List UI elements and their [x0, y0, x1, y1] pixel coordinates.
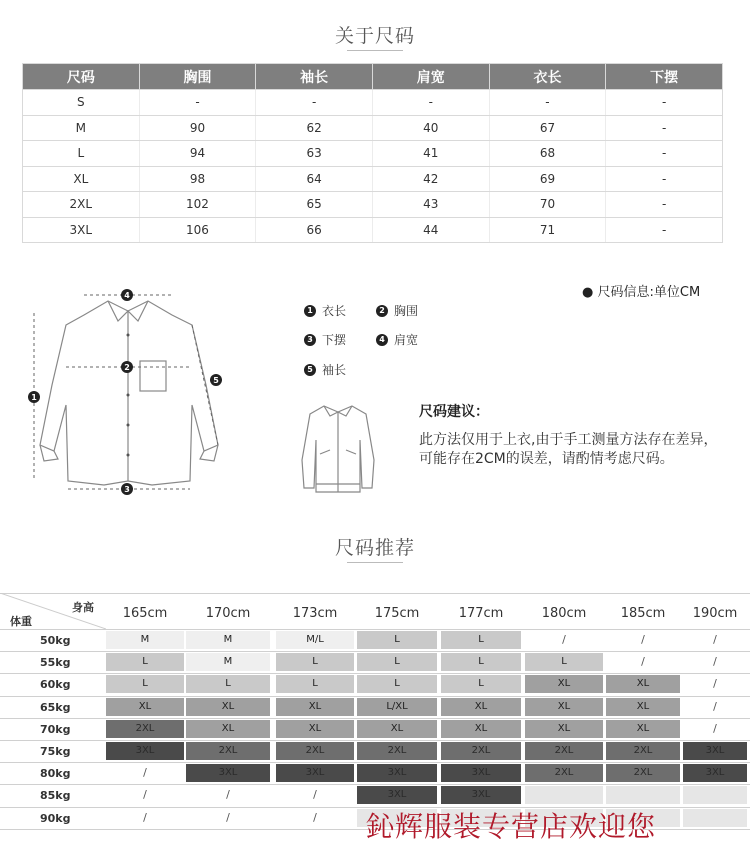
- size-table-cell: 42: [372, 166, 489, 192]
- size-cell: XL: [186, 698, 270, 716]
- size-unavailable: /: [713, 677, 717, 691]
- size-table-cell: 102: [139, 192, 256, 218]
- height-header: 180cm: [541, 606, 587, 621]
- weight-label: 75kg: [40, 745, 71, 758]
- height-header: 165cm: [122, 606, 168, 621]
- grid-line: [0, 629, 750, 630]
- shirt-diagram: [22, 285, 242, 500]
- size-unavailable: /: [226, 788, 230, 802]
- size-unavailable: /: [713, 721, 717, 735]
- size-table-cell: -: [606, 90, 723, 116]
- size-unavailable: /: [143, 810, 147, 824]
- grid-line: [0, 718, 750, 719]
- size-table-cell: 41: [372, 141, 489, 167]
- size-unavailable: /: [641, 633, 645, 646]
- header-hem: 下摆: [606, 64, 723, 90]
- size-cell: 2XL: [276, 742, 354, 760]
- legend-number: 5: [304, 364, 316, 376]
- size-table-cell: 43: [372, 192, 489, 218]
- header-sleeve: 袖长: [256, 64, 373, 90]
- size-table-row: [23, 192, 723, 218]
- size-table-row: [23, 217, 723, 243]
- size-cell: L: [441, 631, 521, 649]
- size-table-cell: 44: [372, 217, 489, 243]
- legend-label: 下摆: [322, 333, 347, 347]
- size-table-cell: -: [606, 166, 723, 192]
- size-cell: L: [357, 631, 437, 649]
- size-table-row: [23, 115, 723, 141]
- legend-number: 4: [376, 334, 388, 346]
- weight-label: 65kg: [40, 700, 71, 714]
- size-cell: XL: [525, 675, 603, 693]
- size-table-cell: 63: [256, 141, 373, 167]
- size-cell: L/XL: [357, 698, 437, 716]
- advice-title: 尺码建议：: [419, 404, 489, 420]
- legend-length: [304, 302, 346, 319]
- size-cell: 3XL: [683, 742, 747, 760]
- size-unavailable: /: [143, 788, 147, 802]
- size-cell: 3XL: [441, 786, 521, 804]
- size-table-row: [23, 90, 723, 116]
- size-cell: L: [357, 675, 437, 693]
- corner-weight-label: 体重: [10, 615, 32, 628]
- height-header: 177cm: [458, 606, 504, 621]
- size-cell: L: [106, 675, 184, 693]
- size-cell: 2XL: [106, 720, 184, 738]
- height-header: 190cm: [692, 606, 738, 621]
- size-table-cell: 65: [256, 192, 373, 218]
- height-header: 170cm: [205, 606, 251, 621]
- size-table-cell: -: [372, 90, 489, 116]
- header-size: 尺码: [23, 64, 140, 90]
- size-cell: L: [276, 653, 354, 671]
- size-unavailable: /: [713, 699, 717, 713]
- legend-label: 肩宽: [394, 333, 419, 347]
- size-table-cell: -: [606, 217, 723, 243]
- legend-chest: [376, 302, 418, 319]
- legend-shoulder: [376, 331, 418, 348]
- size-cell: M: [186, 631, 270, 649]
- size-unavailable: /: [313, 788, 317, 802]
- grid-line: [0, 762, 750, 763]
- weight-label: 50kg: [40, 634, 71, 647]
- corner-height-label: 身高: [72, 601, 94, 614]
- size-table-cell: 68: [489, 141, 606, 167]
- size-table-cell: 40: [372, 115, 489, 141]
- size-cell: 2XL: [606, 742, 680, 760]
- grid-line: [0, 593, 750, 594]
- size-cell-faded: [606, 786, 680, 804]
- size-cell: 3XL: [106, 742, 184, 760]
- size-cell: L: [106, 653, 184, 671]
- size-cell: 2XL: [606, 764, 680, 782]
- size-cell: XL: [606, 698, 680, 716]
- size-cell: XL: [186, 720, 270, 738]
- size-table-cell: XL: [23, 166, 140, 192]
- size-cell: 2XL: [186, 742, 270, 760]
- size-cell: 2XL: [357, 742, 437, 760]
- size-unavailable: /: [713, 655, 717, 669]
- grid-line: [0, 784, 750, 785]
- size-cell: 3XL: [357, 764, 437, 782]
- svg-text:5: 5: [213, 376, 219, 385]
- size-cell: 2XL: [525, 742, 603, 760]
- size-cell: L: [441, 653, 521, 671]
- size-section-title: 关于尺码: [334, 25, 415, 47]
- height-header: 173cm: [292, 606, 338, 621]
- size-table-cell: 66: [256, 217, 373, 243]
- size-cell: L: [441, 675, 521, 693]
- size-cell: 3XL: [186, 764, 270, 782]
- weight-label: 60kg: [40, 678, 71, 692]
- size-unavailable: /: [713, 633, 717, 646]
- height-header: 185cm: [620, 606, 666, 621]
- title-underline: [347, 562, 403, 563]
- size-table-cell: -: [489, 90, 606, 116]
- size-table-cell: -: [139, 90, 256, 116]
- header-chest: 胸围: [139, 64, 256, 90]
- svg-text:1: 1: [31, 393, 37, 402]
- grid-line: [0, 740, 750, 741]
- size-cell: XL: [276, 720, 354, 738]
- svg-text:4: 4: [124, 291, 130, 300]
- size-unavailable: /: [313, 810, 317, 824]
- size-cell: XL: [441, 720, 521, 738]
- size-cell-faded: [683, 786, 747, 804]
- weight-label: 70kg: [40, 722, 71, 736]
- advice-body: 此方法仅用于上衣,由于手工测量方法存在差异，可能存在2CM的误差，请酌情考虑尺码。: [419, 432, 718, 467]
- legend-hem: [304, 331, 346, 348]
- size-cell: 3XL: [441, 764, 521, 782]
- size-cell: M/L: [276, 631, 354, 649]
- size-table-cell: M: [23, 115, 140, 141]
- shop-watermark: 鈊辉服装专营店欢迎您: [366, 810, 657, 843]
- unit-note: ● 尺码信息:单位CM: [582, 285, 701, 300]
- size-unavailable: /: [562, 633, 566, 646]
- size-cell: M: [186, 653, 270, 671]
- size-cell: XL: [106, 698, 184, 716]
- size-cell: XL: [525, 720, 603, 738]
- size-cell: 3XL: [357, 786, 437, 804]
- weight-label: 85kg: [40, 789, 71, 803]
- size-cell-faded: [683, 809, 747, 827]
- size-table-cell: 69: [489, 166, 606, 192]
- legend-sleeve: [304, 361, 346, 378]
- size-cell: L: [186, 675, 270, 693]
- size-table-header-row: [23, 64, 723, 90]
- recommend-section-title: 尺码推荐: [334, 537, 415, 559]
- weight-label: 90kg: [40, 811, 71, 825]
- size-cell: L: [525, 653, 603, 671]
- size-table-cell: 2XL: [23, 192, 140, 218]
- header-shoulder: 肩宽: [372, 64, 489, 90]
- legend-number: 3: [304, 334, 316, 346]
- size-table-row: [23, 166, 723, 192]
- weight-label: 55kg: [40, 656, 71, 670]
- size-table-cell: -: [256, 90, 373, 116]
- size-table: [22, 63, 723, 243]
- size-cell: XL: [441, 698, 521, 716]
- size-cell: 2XL: [441, 742, 521, 760]
- size-table-cell: 90: [139, 115, 256, 141]
- size-table-cell: 62: [256, 115, 373, 141]
- grid-line: [0, 651, 750, 652]
- legend-number: 2: [376, 305, 388, 317]
- size-table-cell: 106: [139, 217, 256, 243]
- size-table-cell: 70: [489, 192, 606, 218]
- size-cell: L: [357, 653, 437, 671]
- legend-label: 胸围: [394, 304, 419, 318]
- jacket-icon: [298, 400, 378, 498]
- size-cell: XL: [357, 720, 437, 738]
- title-underline: [347, 50, 403, 51]
- size-unavailable: /: [143, 766, 147, 780]
- size-table-cell: 64: [256, 166, 373, 192]
- size-table-row: [23, 141, 723, 167]
- size-cell: M: [106, 631, 184, 649]
- size-cell: 3XL: [276, 764, 354, 782]
- size-table-cell: 98: [139, 166, 256, 192]
- size-cell: XL: [276, 698, 354, 716]
- size-cell-faded: [525, 786, 603, 804]
- header-length: 衣长: [489, 64, 606, 90]
- size-cell: 3XL: [683, 764, 747, 782]
- size-cell: L: [276, 675, 354, 693]
- size-table-cell: 71: [489, 217, 606, 243]
- height-header: 175cm: [374, 606, 420, 621]
- size-table-cell: L: [23, 141, 140, 167]
- grid-line: [0, 696, 750, 697]
- size-unavailable: /: [226, 810, 230, 824]
- size-unavailable: /: [641, 655, 645, 669]
- size-cell: XL: [606, 675, 680, 693]
- size-table-cell: 3XL: [23, 217, 140, 243]
- grid-line: [0, 673, 750, 674]
- size-table-cell: -: [606, 141, 723, 167]
- legend-number: 1: [304, 305, 316, 317]
- svg-text:3: 3: [124, 485, 130, 494]
- size-cell: XL: [525, 698, 603, 716]
- size-table-cell: 67: [489, 115, 606, 141]
- size-table-cell: S: [23, 90, 140, 116]
- size-table-cell: 94: [139, 141, 256, 167]
- svg-text:2: 2: [124, 363, 130, 372]
- size-table-cell: -: [606, 115, 723, 141]
- legend-label: 袖长: [322, 363, 347, 377]
- size-cell: 2XL: [525, 764, 603, 782]
- legend-label: 衣长: [322, 304, 347, 318]
- weight-label: 80kg: [40, 767, 71, 781]
- size-table-cell: -: [606, 192, 723, 218]
- size-cell: XL: [606, 720, 680, 738]
